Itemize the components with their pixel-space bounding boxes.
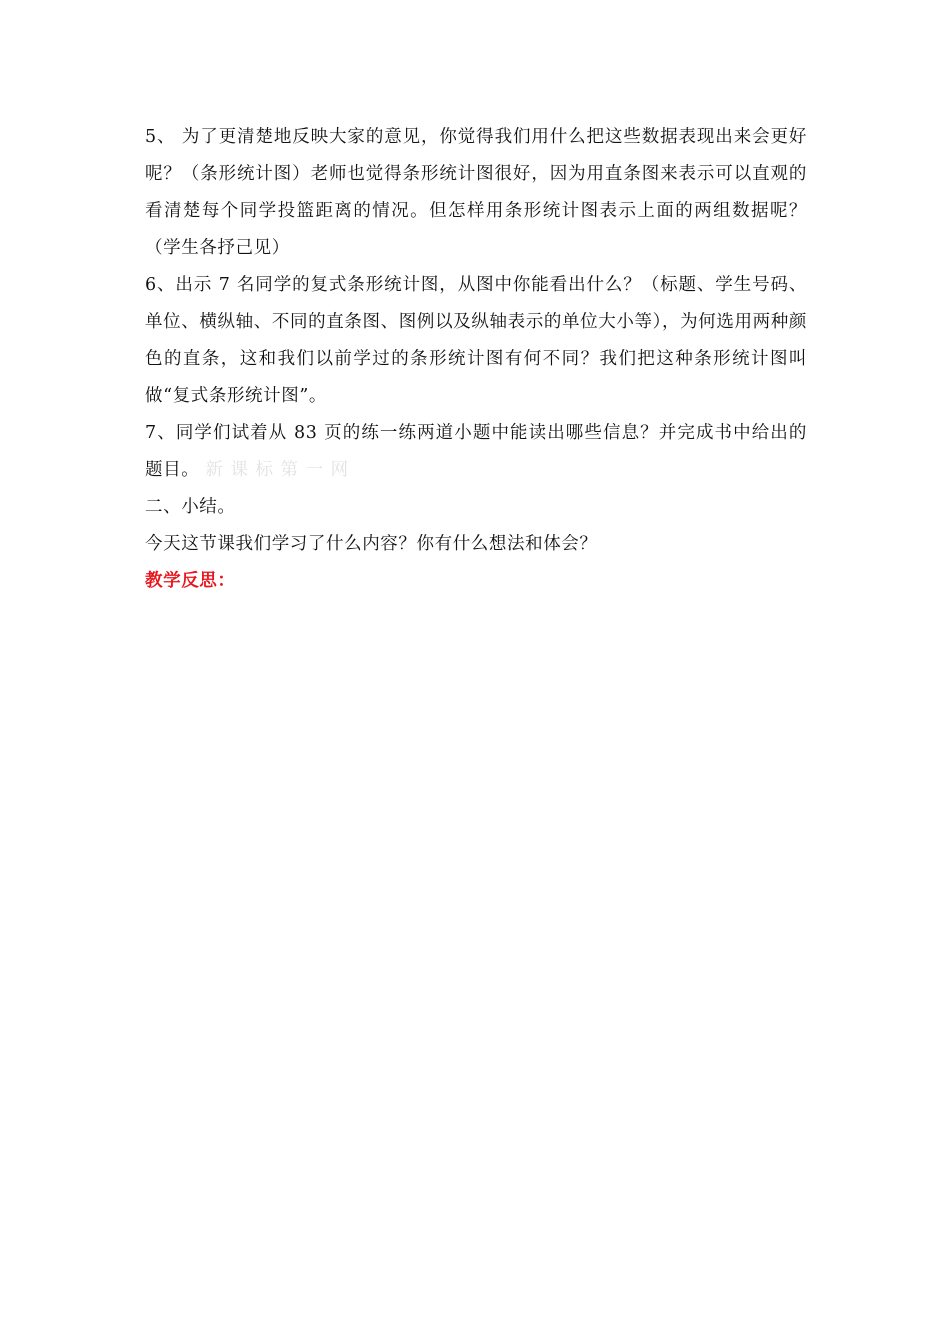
document-body: [145, 119, 807, 600]
reflection-heading: 教学反思：: [145, 571, 236, 591]
paragraph-step-5: [145, 119, 807, 267]
paragraph-step-6-text: 6、出示 7 名同学的复式条形统计图，从图中你能看出什么？（标题、学生号码、单位、横纵轴、不同的直条图、图例以及纵轴表示的单位大小等），为何选用两种颜色的直条，这和我们以前学过的条形统计图有何不同？我们把这种条形统计图叫做“复式条形统计图”。: [145, 275, 807, 406]
paragraph-step-5-text: 5、 为了更清楚地反映大家的意见，你觉得我们用什么把这些数据表现出来会更好呢？（条形统计图）老师也觉得条形统计图很好，因为用直条图来表示可以直观的看清楚每个同学投篮距离的情况。但怎样用条形统计图表示上面的两组数据呢？（学生各抒己见）: [145, 127, 807, 258]
paragraph-step-7: [145, 415, 807, 489]
paragraph-step-7-text: 7、同学们试着从 83 页的练一练两道小题中能读出哪些信息？并完成书中给出的题目。: [145, 423, 807, 480]
watermark-text: 新 课 标 第 一 网: [205, 460, 350, 480]
summary-heading: 二、小结。: [145, 497, 236, 517]
summary-text: 今天这节课我们学习了什么内容？你有什么想法和体会？: [145, 534, 598, 554]
paragraph-step-6: [145, 267, 807, 415]
